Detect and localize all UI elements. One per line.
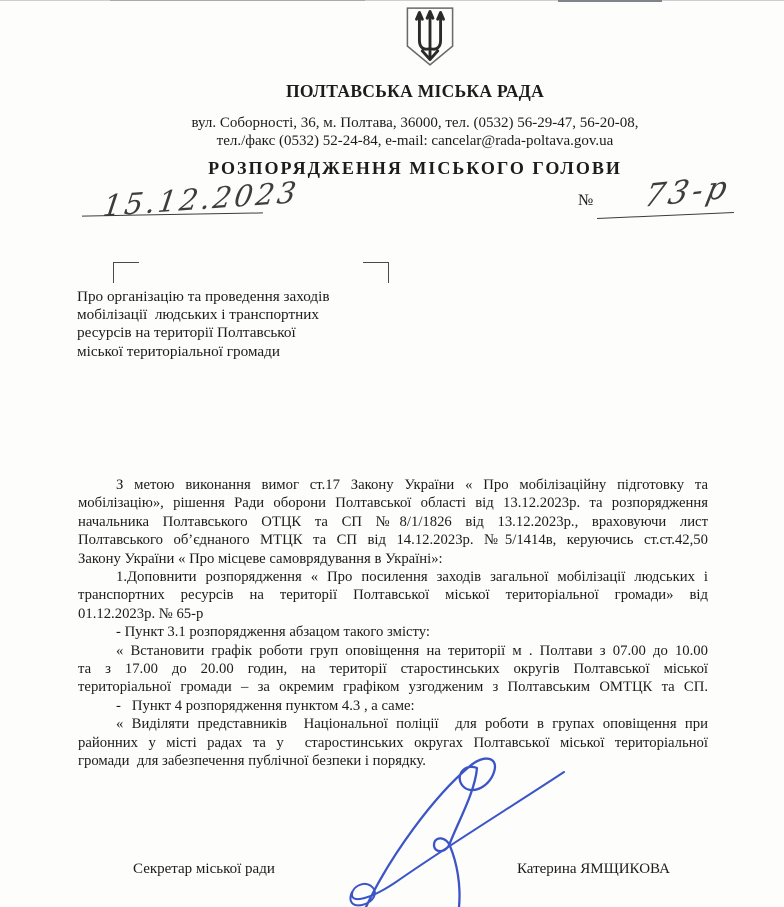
org-address — [46, 115, 784, 150]
subject-line: міської територіальної громади — [77, 342, 281, 360]
date-handwritten: 15.12.2023 — [100, 174, 302, 224]
body-line: транспортних ресурсів на території Полтавської міської територіальної громади» від — [78, 587, 708, 604]
signature-ink — [338, 744, 574, 907]
body-line: « Встановити графік роботи груп оповіщення на території м . Полтави з 07.00 до 10.00 — [116, 642, 708, 659]
body-text — [78, 476, 708, 771]
body-line: - Пункт 3.1 розпорядження абзацом такого змісту: — [116, 624, 430, 641]
org-name: ПОЛТАВСЬКА МІСЬКА РАДА — [285, 81, 545, 101]
body-line: мобілізацію», рішення Ради оборони Полтавської області від 13.12.2023р. та розпорядження — [78, 495, 708, 512]
number-handwritten: 73-р — [641, 169, 735, 215]
address-line-2: тел./факс (0532) 52-24-84, e-mail: cancelar@rada-poltava.gov.ua — [216, 132, 614, 149]
body-line: територіальної громади – за окремим графіком узгодженим з Полтавським ОМТЦК та СП. — [78, 679, 708, 696]
body-line: Полтавського об’єднаного МТЦК та СП від 14.12.2023р. №5/1414в, керуючись ст.ст.42,50 — [78, 532, 708, 549]
corner-bracket-right — [363, 262, 389, 283]
coat-of-arms-ukraine-icon — [405, 5, 455, 68]
body-line: та з 17.00 до 20.00 годин, на території старостинських округів Полтавської міської — [78, 661, 708, 678]
body-line: Закону України « Про місцеве самоврядування в Україні»: — [78, 550, 443, 567]
body-line: начальника Полтавського ОТЦК та СП №8/1/1826 від 13.12.2023р., враховуючи лист — [78, 513, 708, 530]
subject-line: ресурсів на території Полтавської — [77, 324, 296, 342]
document-title: РОЗПОРЯДЖЕННЯ МІСЬКОГО ГОЛОВИ — [208, 158, 622, 178]
body-line: « Виділяти представників Національної поліції для роботи в групах оповіщення при — [116, 716, 708, 733]
subject-line: Про організацію та проведення заходів — [77, 288, 330, 305]
body-line: громади для забезпечення публічної безпеки і порядку. — [78, 753, 426, 770]
body-line: 1.Доповнити розпорядження « Про посилення заходів загальної мобілізації людських і — [116, 569, 708, 586]
scan-artifact-line — [110, 0, 365, 1]
corner-bracket-left — [113, 262, 139, 283]
signer-name: Катерина ЯМЩИКОВА — [517, 861, 670, 877]
subject-line: мобілізації людських і транспортних — [77, 306, 319, 324]
body-line: районних у місті радах та у старостинських округах Полтавської міської територіальної — [78, 734, 708, 751]
number-label: № — [578, 192, 594, 209]
body-line: 01.12.2023р. № 65-р — [78, 605, 204, 622]
address-line-1: вул. Соборності, 36, м. Полтава, 36000, тел. (0532) 56-29-47, 56-20-08, — [191, 115, 639, 131]
body-line: З метою виконання вимог ст.17 Закону України « Про мобілізаційну підготовку та — [116, 477, 708, 493]
number-underline — [597, 212, 734, 219]
signer-position: Секретар міської ради — [133, 861, 275, 877]
scan-artifact-line — [558, 0, 662, 2]
subject-block — [77, 288, 377, 361]
body-line: - Пункт 4 розпорядження пунктом 4.3 , а саме: — [116, 697, 415, 714]
